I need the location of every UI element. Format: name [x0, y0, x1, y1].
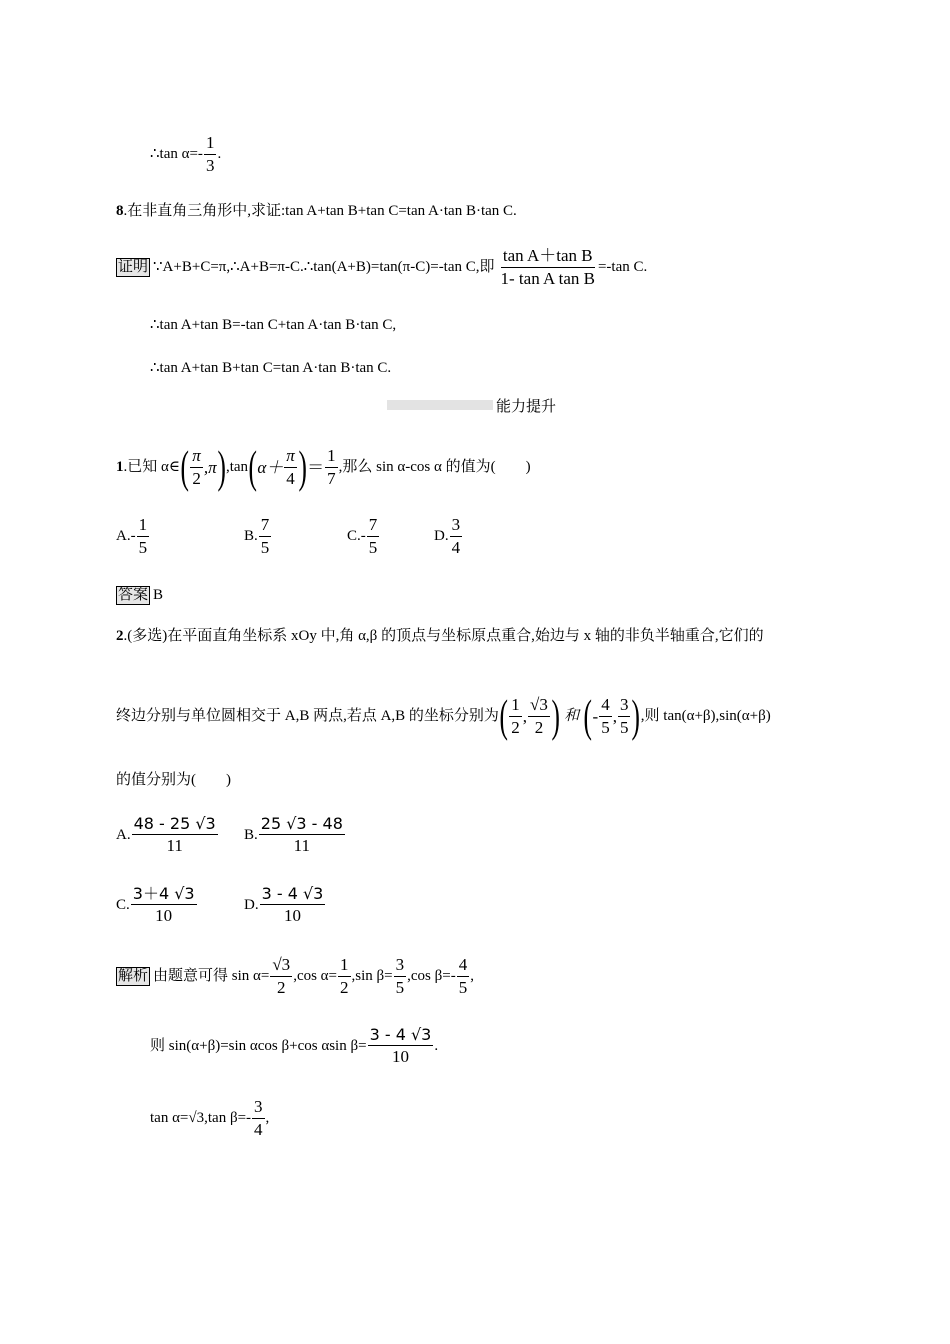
fraction [270, 955, 292, 997]
text: ,tan [225, 458, 249, 475]
fraction [509, 695, 522, 737]
proof-line-2 [150, 318, 396, 333]
fraction [338, 955, 351, 997]
fraction-num: 3 [252, 1097, 265, 1119]
fraction-den: 5 [395, 977, 405, 997]
fraction-num: 7 [367, 515, 380, 537]
text: ,sin β= [351, 967, 393, 984]
question-8 [116, 204, 517, 219]
option-c [347, 515, 380, 557]
text: 则 sin(α+β)=sin αcos β+cos αsin β= [150, 1037, 367, 1054]
text: .(多选)在平面直角坐标系 xOy 中,角 α,β 的顶点与坐标原点重合,始边与 x 轴的非负半轴重合,它们的 [123, 628, 764, 644]
option-label: D. [244, 896, 259, 913]
comma: , [522, 706, 528, 726]
analysis-tag: 解析 [118, 967, 149, 984]
text: ,π [203, 457, 217, 477]
fraction-num: 3 [450, 515, 463, 537]
analysis-line-3 [150, 1097, 269, 1139]
fraction-num: 3 [394, 955, 407, 977]
question-number: 8 [116, 203, 124, 219]
text: ,则 tan(α+β),sin(α+β) [640, 707, 771, 724]
analysis-line-2 [150, 1026, 438, 1067]
fraction [259, 815, 345, 856]
fraction [259, 515, 272, 557]
fraction-den: 7 [327, 468, 336, 488]
text: 和 [564, 707, 580, 724]
option-d [244, 885, 326, 926]
fraction-num: 1 [509, 695, 522, 717]
fraction-den: 2 [340, 977, 349, 997]
fraction-num: 3＋4 √3 [131, 885, 197, 905]
text: 终边分别与单位圆相交于 A,B 两点,若点 A,B 的坐标分别为 [116, 707, 499, 724]
fraction [599, 695, 612, 737]
text: , [470, 967, 474, 984]
fraction-den: 4 [286, 468, 295, 488]
fraction-den: 4 [451, 537, 461, 557]
fraction-den: 2 [534, 717, 544, 737]
fraction [204, 133, 217, 175]
question-1 [116, 441, 531, 492]
fraction-den: 5 [601, 717, 610, 737]
fraction-den: 2 [277, 977, 286, 997]
text: ∴tan α=- [150, 145, 203, 162]
fraction-den: 10 [155, 906, 173, 926]
proof-line-1 [116, 246, 647, 288]
fraction [190, 446, 203, 488]
option-label: D. [434, 527, 449, 544]
fraction [394, 955, 407, 997]
fraction-den: 5 [458, 977, 468, 997]
option-c [116, 885, 198, 926]
comma: , [612, 706, 617, 726]
fraction-num: 1 [325, 446, 338, 468]
fraction-num: 1 [338, 955, 351, 977]
fraction-num: √3 [528, 695, 550, 717]
fraction-num: 7 [259, 515, 272, 537]
fraction-num: 48 - 25 √3 [132, 815, 218, 835]
text: ∵A+B+C=π,∴A+B=π-C.∴tan(A+B)=tan(π-C)=-tan C,即 [153, 258, 495, 275]
question-2-line-1 [116, 629, 764, 644]
question-number: 1 [116, 458, 124, 475]
option-label: B. [244, 527, 258, 544]
text: ＝ [307, 457, 325, 477]
option-b [244, 815, 346, 856]
text: - [592, 706, 599, 726]
fraction-num: π [284, 446, 297, 468]
section-title [496, 399, 556, 414]
section-title-text: 能力提升 [496, 397, 557, 415]
fraction-den: 10 [391, 1047, 409, 1067]
fraction [252, 1097, 265, 1139]
fraction-den: 5 [368, 537, 378, 557]
paren: ( [499, 690, 508, 741]
text: .已知 α∈ [123, 458, 180, 475]
text: ,cos α= [293, 967, 338, 984]
fraction-num: 1 [204, 133, 217, 155]
fraction-num: 4 [457, 955, 470, 977]
fraction-den: 10 [283, 906, 301, 926]
analysis-line-1 [116, 955, 474, 997]
text: ∴tan A+tan B+tan C=tan A·tan B·tan C. [150, 360, 392, 376]
text: ,那么 sin α-cos α 的值为( ) [338, 458, 531, 475]
fraction [368, 1026, 434, 1067]
section-bar [387, 400, 493, 410]
option-label: A.- [116, 527, 136, 544]
fraction-den: 2 [192, 468, 201, 488]
paren: ( [583, 690, 593, 741]
option-a [116, 515, 150, 557]
option-label: A. [116, 826, 131, 843]
fraction-den: 3 [205, 155, 215, 175]
text: , [265, 1109, 270, 1126]
paren: ( [248, 441, 257, 492]
answer-tag: 答案 [118, 587, 149, 603]
fraction [260, 885, 326, 926]
fraction-den: 5 [138, 537, 148, 557]
proof-tag: 证明 [118, 258, 149, 275]
text: 的值分别为( ) [116, 772, 231, 788]
fraction-num: 3 [618, 695, 631, 717]
proof-line-3 [150, 361, 391, 376]
fraction-den: 5 [619, 717, 629, 737]
answer-line [116, 586, 163, 605]
fraction-num: tan A＋tan B [501, 246, 595, 268]
fraction [528, 695, 550, 737]
paren: ) [631, 690, 641, 741]
question-text: .在非直角三角形中,求证:tan A+tan B+tan C=tan A·tan B·tan C. [123, 203, 517, 219]
fraction-num: √3 [270, 955, 292, 977]
fraction-num: 3 - 4 √3 [368, 1026, 434, 1046]
text: . [217, 145, 222, 162]
fraction [137, 515, 150, 557]
fraction-den: 11 [166, 836, 183, 856]
fraction-num: 3 - 4 √3 [260, 885, 326, 905]
line-tan-alpha [150, 133, 221, 175]
fraction-num: 25 √3 - 48 [259, 815, 345, 835]
option-label: C.- [347, 527, 366, 544]
question-2-line-3 [116, 773, 231, 788]
fraction-den: 2 [511, 717, 520, 737]
fraction-num: 4 [599, 695, 612, 717]
fraction-den: 1- tan A tan B [500, 268, 595, 288]
paren: ) [298, 441, 307, 492]
fraction [450, 515, 463, 557]
paren: ) [551, 690, 560, 741]
text: 由题意可得 sin α= [153, 967, 270, 984]
paren: ( [180, 441, 189, 492]
text: . [434, 1037, 439, 1054]
fraction-num: π [190, 446, 203, 468]
fraction [457, 955, 470, 997]
fraction-den: 5 [260, 537, 270, 557]
option-d [434, 515, 463, 557]
fraction [284, 446, 297, 488]
text: =-tan C. [597, 258, 648, 275]
option-a [116, 815, 219, 856]
fraction [367, 515, 380, 557]
fraction [499, 246, 597, 288]
fraction-den: 11 [293, 836, 311, 856]
question-2-line-2 [116, 690, 771, 741]
fraction [132, 815, 218, 856]
text: ,cos β=- [407, 967, 456, 984]
text: α＋ [257, 457, 284, 477]
option-label: C. [116, 896, 130, 913]
option-label: B. [244, 826, 258, 843]
fraction [618, 695, 631, 737]
question-number: 2 [116, 628, 124, 644]
text: tan α=√3,tan β=- [150, 1109, 252, 1126]
text: ∴tan A+tan B=-tan C+tan A·tan B·tan C, [150, 317, 397, 333]
answer-value: B [153, 587, 164, 603]
fraction-den: 4 [254, 1119, 263, 1139]
fraction-num: 1 [137, 515, 150, 537]
fraction [325, 446, 338, 488]
fraction [131, 885, 197, 926]
paren: ) [217, 441, 226, 492]
option-b [244, 515, 272, 557]
